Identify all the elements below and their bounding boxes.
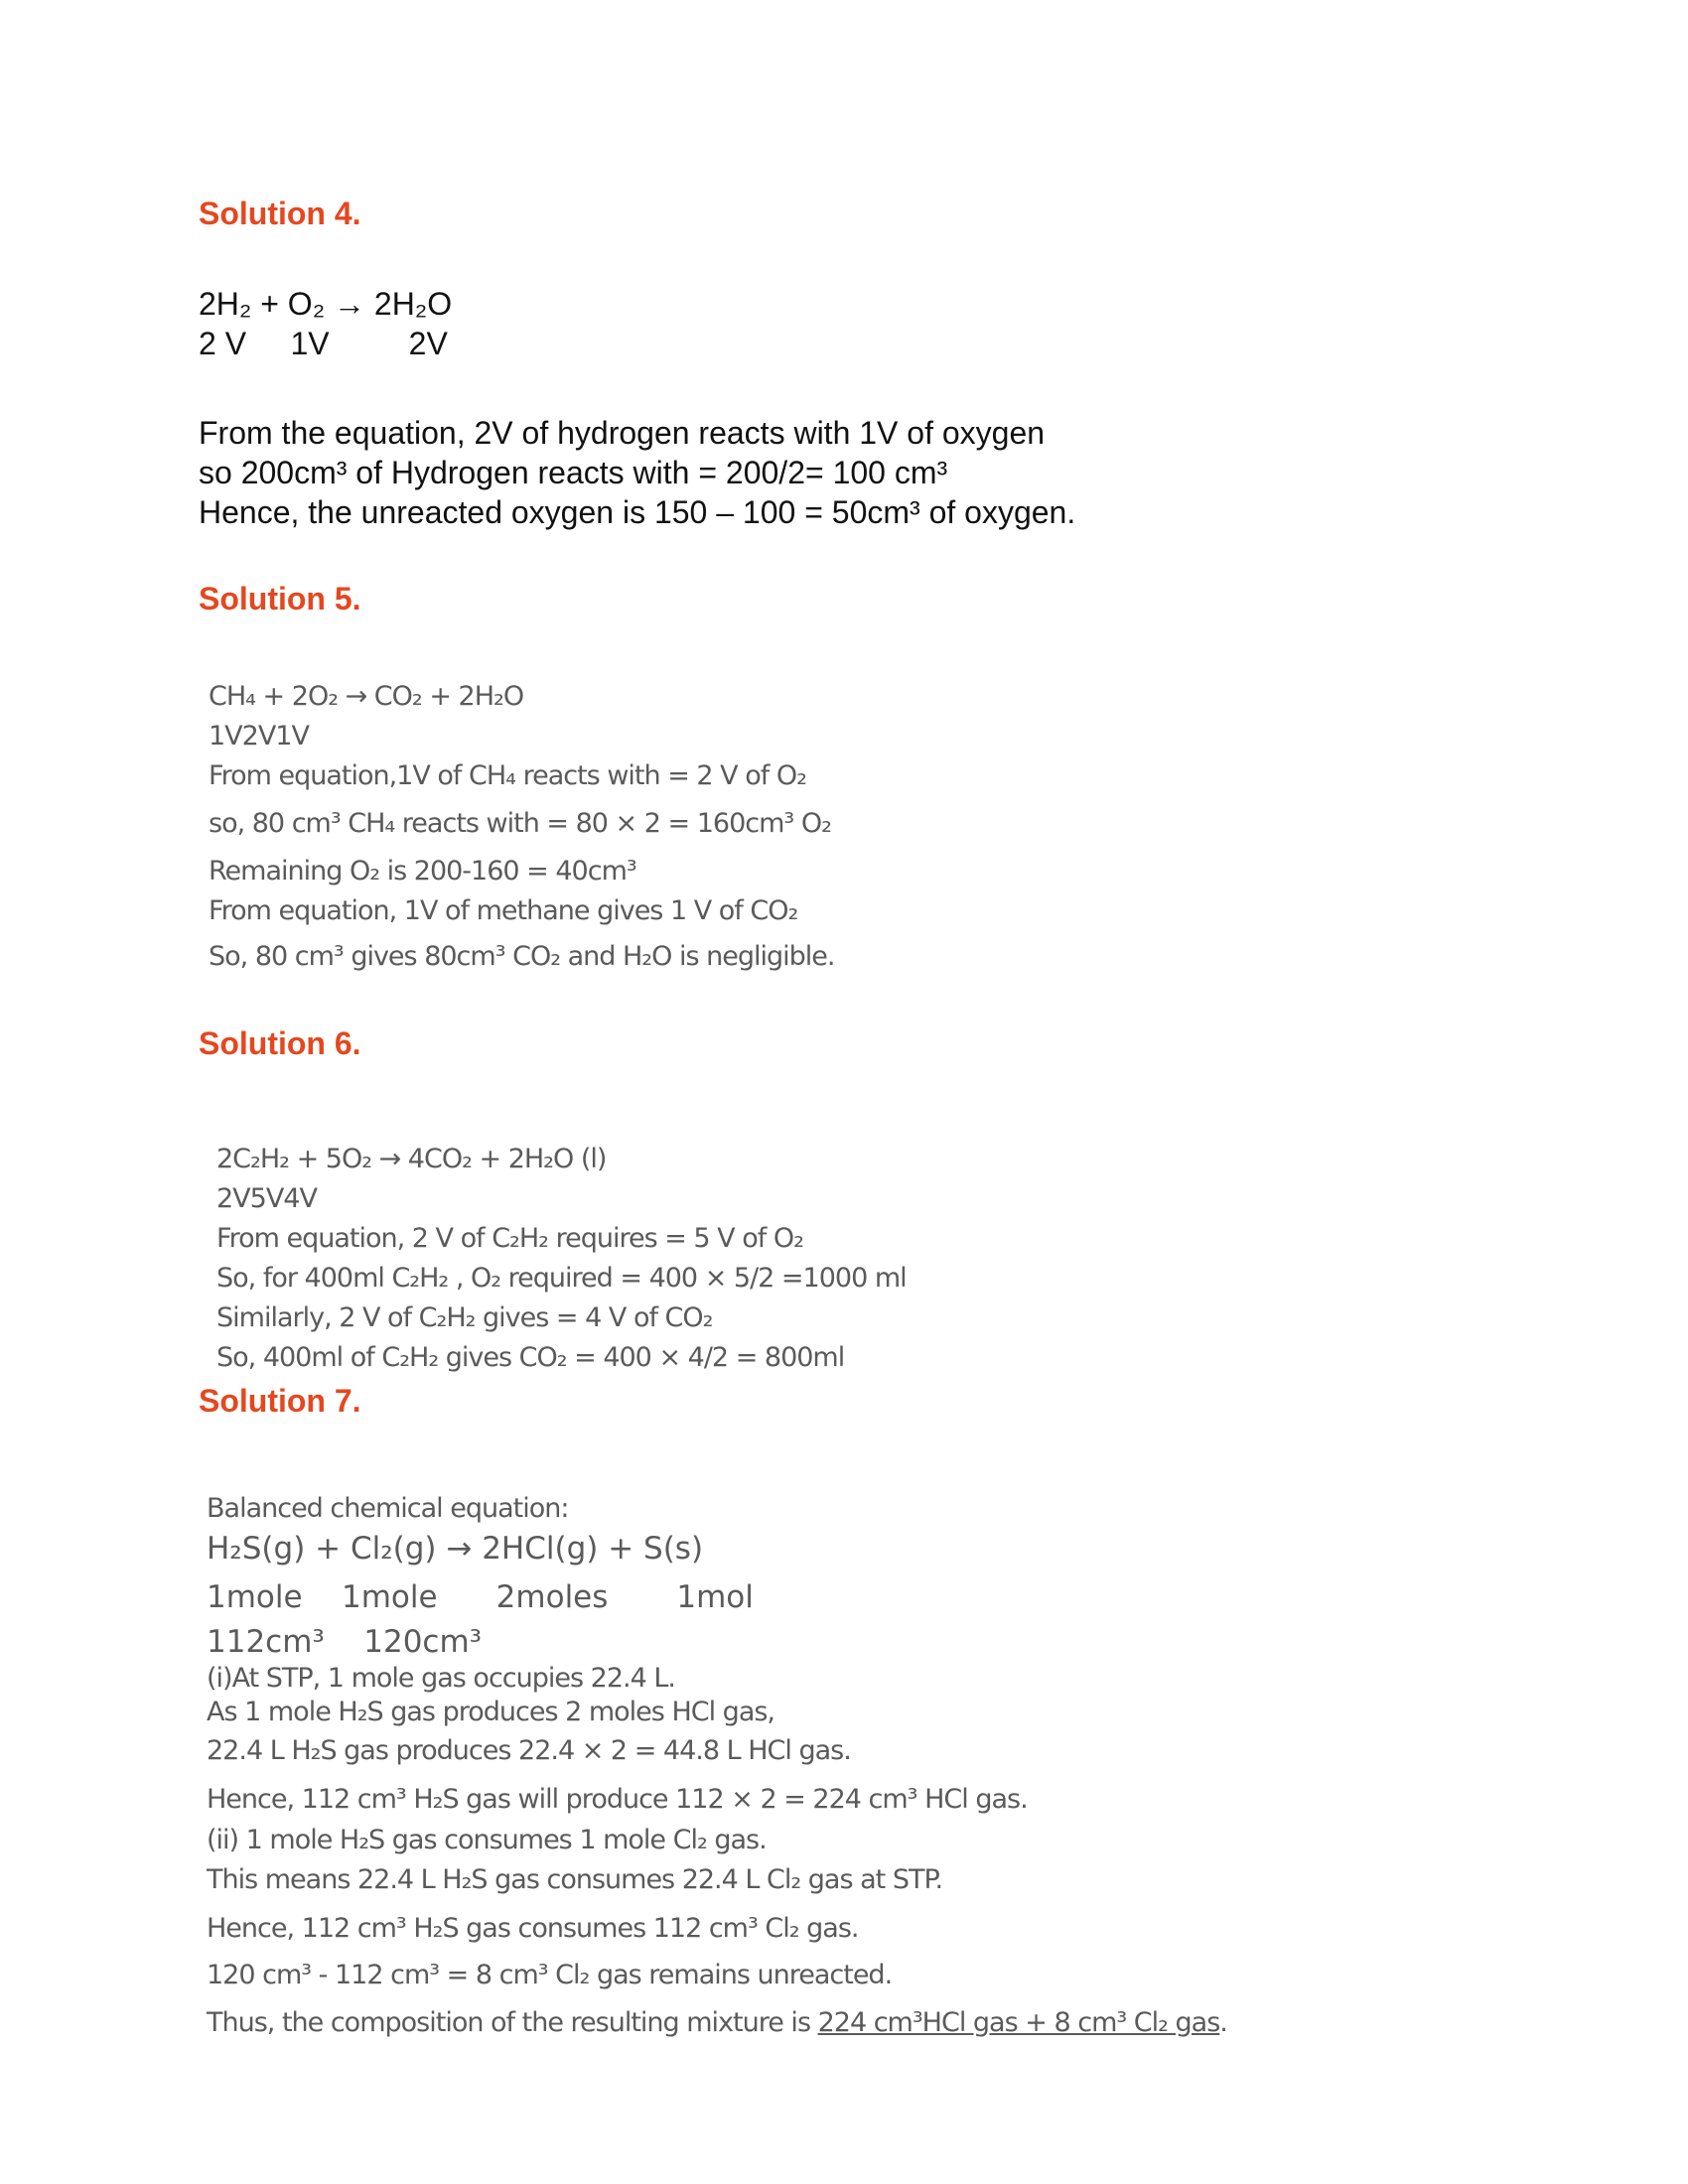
solution-7-conclusion: [207, 1999, 1227, 2047]
solution-5-line-3: From equation,1V of CH₄ reacts with = 2 V of O₂: [209, 760, 806, 791]
solution-7-heading: Solution 7.: [199, 1383, 361, 1419]
solution-7-equation: H₂S(g) + Cl₂(g) → 2HCl(g) + S(s): [207, 1531, 704, 1567]
solution-4-explanation: [199, 413, 1075, 532]
solution-5-equation: CH₄ + 2O₂ → CO₂ + 2H₂O: [209, 681, 524, 712]
solution-6-volumes: 2V5V4V: [216, 1183, 317, 1214]
solution-7-image-text: [207, 1489, 1227, 2047]
solution-5-image-text: [209, 677, 834, 977]
solution-4-line-2: so 200cm³ of Hydrogen reacts with = 200/2= 100 cm³: [199, 455, 948, 490]
solution-4-line-3: Hence, the unreacted oxygen is 150 – 100 = 50cm³ of oxygen.: [199, 494, 1076, 530]
solution-4-reaction: [199, 284, 452, 363]
solution-7-moles: 1mole 1mole 2moles 1mol: [207, 1579, 754, 1615]
conclusion-answer: 224 cm³HCl gas + 8 cm³ Cl₂ gas: [817, 2007, 1220, 2038]
solution-7-line-7: 22.4 L H₂S gas produces 22.4 × 2 = 44.8 L HCl gas.: [207, 1735, 851, 1766]
solution-5-line-7: So, 80 cm³ gives 80cm³ CO₂ and H₂O is negligible.: [209, 941, 835, 972]
solution-4-volumes: 2 V 1V 2V: [199, 326, 448, 361]
solution-5-volumes: 1V2V1V: [209, 721, 309, 751]
solution-4-line-1: From the equation, 2V of hydrogen reacts with 1V of oxygen: [199, 415, 1046, 451]
solution-6-equation: 2C₂H₂ + 5O₂ → 4CO₂ + 2H₂O (l): [216, 1144, 607, 1174]
solution-6-image-text: [216, 1140, 907, 1378]
solution-7-line-1: Balanced chemical equation:: [207, 1493, 569, 1524]
solution-7-line-10: This means 22.4 L H₂S gas consumes 22.4 L Cl₂ gas at STP.: [207, 1864, 943, 1895]
solution-6-line-3: From equation, 2 V of C₂H₂ requires = 5 V of O₂: [216, 1223, 803, 1254]
solution-7-line-12: 120 cm³ - 112 cm³ = 8 cm³ Cl₂ gas remains unreacted.: [207, 1960, 893, 1990]
solution-7-line-5: (i)At STP, 1 mole gas occupies 22.4 L.: [207, 1663, 675, 1694]
solution-6-line-4: So, for 400ml C₂H₂ , O₂ required = 400 × 5/2 =1000 ml: [216, 1263, 907, 1294]
conclusion-period: .: [1219, 2007, 1227, 2038]
solution-6-heading: Solution 6.: [199, 1025, 361, 1061]
solution-5-line-5: Remaining O₂ is 200-160 = 40cm³: [209, 856, 636, 887]
solution-7-volumes: 112cm³ 120cm³: [207, 1624, 483, 1660]
solution-5-line-6: From equation, 1V of methane gives 1 V of CO₂: [209, 895, 798, 926]
solution-6-line-6: So, 400ml of C₂H₂ gives CO₂ = 400 × 4/2 = 800ml: [216, 1342, 845, 1373]
solution-7-line-11: Hence, 112 cm³ H₂S gas consumes 112 cm³ Cl₂ gas.: [207, 1913, 859, 1944]
conclusion-text: Thus, the composition of the resulting mixture is: [207, 2007, 818, 2038]
solution-7-line-9: (ii) 1 mole H₂S gas consumes 1 mole Cl₂ gas.: [207, 1825, 767, 1855]
solution-4-heading: Solution 4.: [199, 196, 361, 231]
solution-5-line-4: so, 80 cm³ CH₄ reacts with = 80 × 2 = 160cm³ O₂: [209, 808, 831, 839]
solution-7-line-8: Hence, 112 cm³ H₂S gas will produce 112 × 2 = 224 cm³ HCl gas.: [207, 1784, 1028, 1815]
solution-6-line-5: Similarly, 2 V of C₂H₂ gives = 4 V of CO₂: [216, 1302, 713, 1333]
solution-7-line-6: As 1 mole H₂S gas produces 2 moles HCl gas,: [207, 1697, 775, 1727]
solution-5-heading: Solution 5.: [199, 581, 361, 616]
solution-4-equation: 2H₂ + O₂ → 2H₂O: [199, 286, 453, 322]
